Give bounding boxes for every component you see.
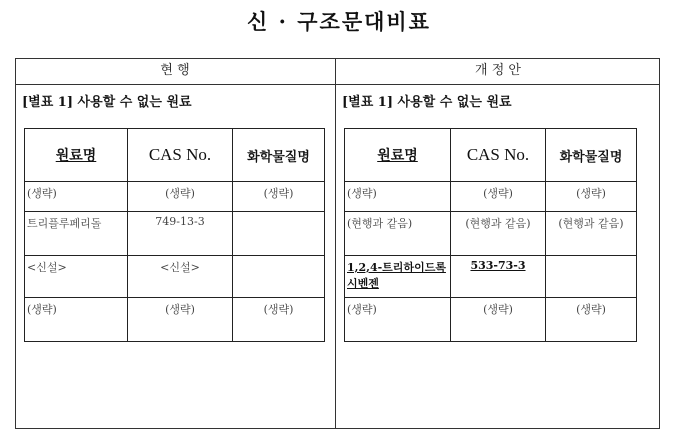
current-section-title: [별표 1] 사용할 수 없는 원료	[22, 95, 192, 110]
cell-chem: (생략)	[233, 298, 325, 342]
current-column-header: 현 행	[160, 63, 190, 78]
cell-name: (생략)	[25, 298, 128, 342]
current-table	[24, 128, 325, 342]
cell-chem: (현행과 같음)	[546, 212, 637, 256]
cell-chem: (생략)	[546, 298, 637, 342]
new-ingredient-cas: 533-73-3	[470, 259, 526, 272]
table-row	[25, 256, 325, 298]
cell-name: (생략)	[345, 298, 451, 342]
cell-name: (생략)	[345, 182, 451, 212]
table-row	[25, 212, 325, 256]
cell-cas: 749-13-3	[128, 212, 233, 256]
cell-name: (현행과 같음)	[345, 212, 451, 256]
table-row	[25, 298, 325, 342]
cell-name: 트리플루페리돌	[25, 212, 128, 256]
cell-chem	[546, 256, 637, 298]
cell-cas	[451, 256, 546, 298]
header-divider	[15, 84, 660, 85]
new-ingredient-name: 1,2,4-트리하이드록시벤젠	[347, 261, 446, 290]
cell-chem	[233, 256, 325, 298]
revised-table	[344, 128, 637, 342]
header-chem: 화학물질명	[233, 129, 325, 182]
cell-name: (생략)	[25, 182, 128, 212]
cell-name	[345, 256, 451, 298]
table-row	[345, 298, 637, 342]
header-name: 원료명	[25, 129, 128, 182]
cell-cas: (생략)	[128, 298, 233, 342]
table-row	[345, 182, 637, 212]
header-cas: CAS No.	[451, 129, 546, 182]
cell-cas: <신설>	[128, 256, 233, 298]
cell-chem: (생략)	[233, 182, 325, 212]
column-divider	[335, 58, 336, 429]
header-cas: CAS No.	[128, 129, 233, 182]
table-row	[345, 256, 637, 298]
cell-name: <신설>	[25, 256, 128, 298]
header-chem: 화학물질명	[546, 129, 637, 182]
cell-cas: (현행과 같음)	[451, 212, 546, 256]
page-title: 신 · 구조문대비표	[247, 9, 431, 34]
revised-column-header: 개 정 안	[475, 63, 521, 78]
table-header-row	[25, 129, 325, 182]
cell-cas: (생략)	[128, 182, 233, 212]
cell-chem	[233, 212, 325, 256]
cell-chem: (생략)	[546, 182, 637, 212]
cell-cas: (생략)	[451, 298, 546, 342]
revised-section-title: [별표 1] 사용할 수 없는 원료	[342, 95, 512, 110]
header-name: 원료명	[345, 129, 451, 182]
table-row	[345, 212, 637, 256]
table-row	[25, 182, 325, 212]
table-header-row	[345, 129, 637, 182]
cell-cas: (생략)	[451, 182, 546, 212]
